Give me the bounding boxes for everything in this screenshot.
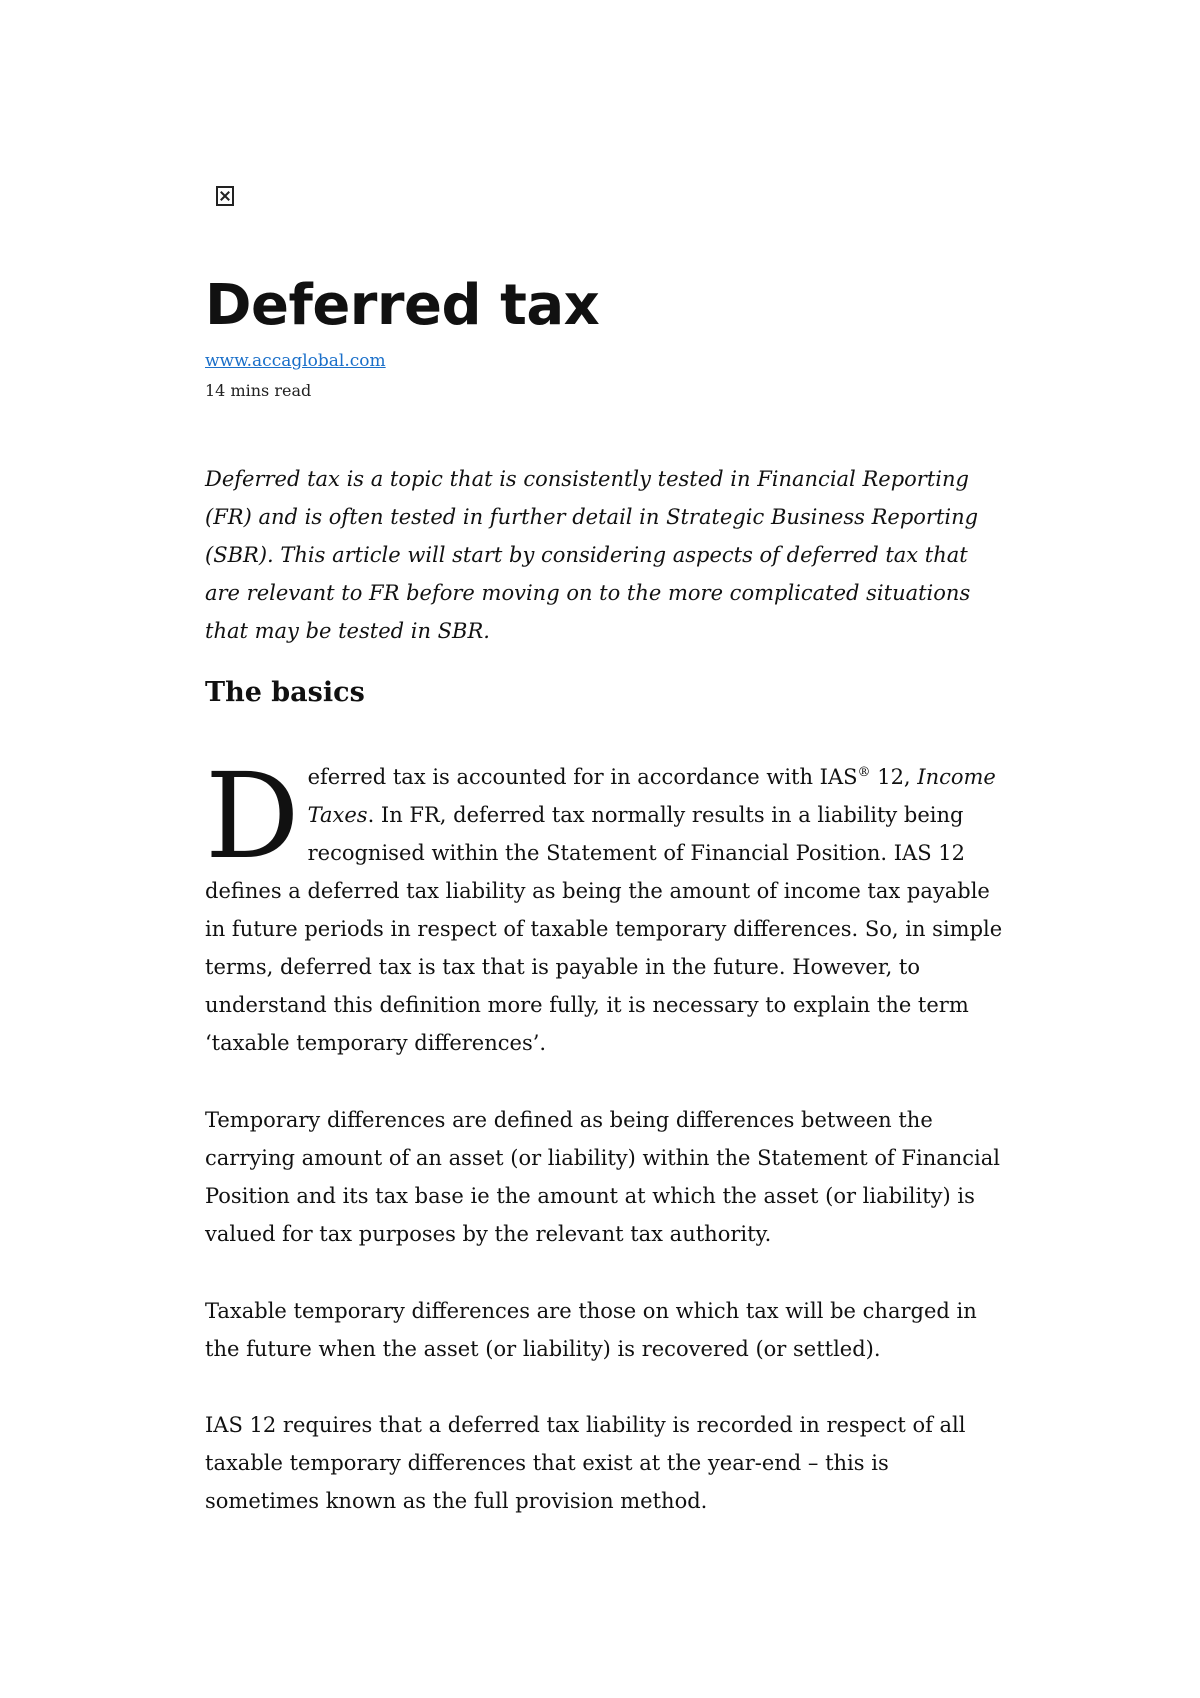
read-time: 14 mins read (205, 381, 312, 400)
drop-cap: D (205, 747, 300, 885)
registered-mark: ® (857, 765, 871, 780)
para1-text-mid: 12, (870, 765, 918, 789)
section-heading: The basics (205, 677, 365, 708)
page-title: Deferred tax (205, 273, 600, 338)
body-paragraph-2: Temporary differences are defined as being differences between the carrying amount of an asset (or liability) within the Statement of Financial Position and its tax base ie the amount at which the asset (or liability) is valued for tax purposes by the relevant tax authority. (205, 1108, 1001, 1246)
body-paragraph-4: IAS 12 requires that a deferred tax liability is recorded in respect of all taxable temporary differences that exist at the year-end – this is sometimes known as the full provision method. (205, 1413, 966, 1513)
broken-image-icon (216, 186, 234, 206)
para1-text-end: . In FR, deferred tax normally results in a liability being recognised within the Statement of Financial Position. IAS 12 defines a deferred tax liability as being the amount of income tax payable in future periods in respect of taxable temporary differences. So, in simple terms, deferred tax is tax that is payable in the future. However, to understand this definition more fully, it is necessary to explain the term ‘taxable temporary differences’. (205, 803, 1003, 1055)
body-paragraph-1 (205, 747, 1005, 1062)
intro-paragraph: Deferred tax is a topic that is consistently tested in Financial Reporting (FR) and is often tested in further detail in Strategic Business Reporting (SBR). This article will start by considering aspects of deferred tax that are relevant to FR before moving on to the more complicated situations that may be tested in SBR. (205, 467, 979, 643)
para1-text-start: eferred tax is accounted for in accordance with IAS (307, 765, 858, 789)
standard-name: Income Taxes (307, 765, 996, 827)
body-paragraph-3: Taxable temporary differences are those on which tax will be charged in the future when the asset (or liability) is recovered (or settled). (205, 1299, 977, 1361)
source-link[interactable]: www.accaglobal.com (205, 351, 386, 371)
